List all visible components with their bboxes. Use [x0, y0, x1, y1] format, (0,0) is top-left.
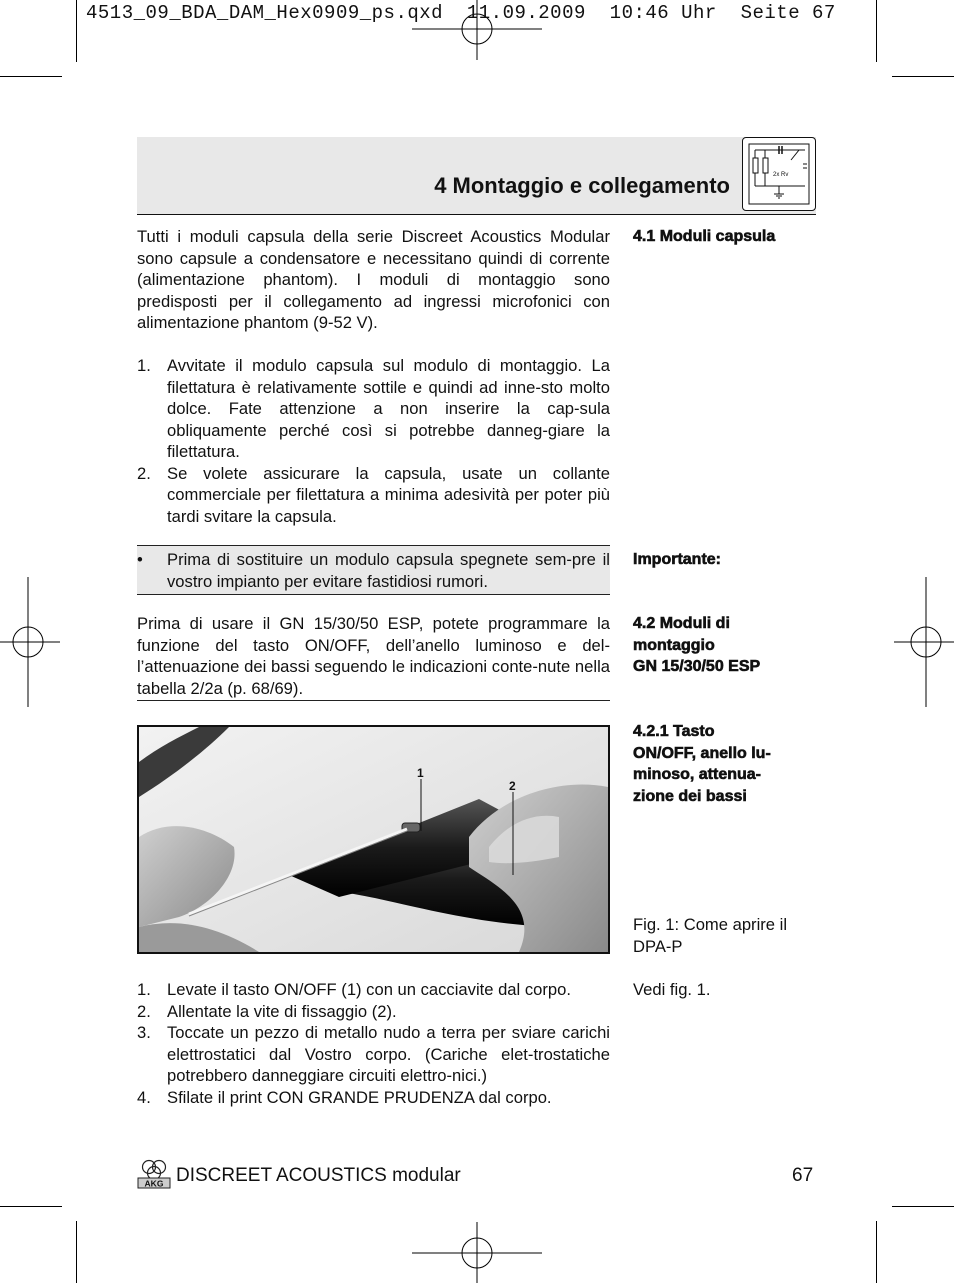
heading-4-1: 4.1 Moduli capsula [633, 228, 776, 245]
file-slug: 4513_09_BDA_DAM_Hex0909_ps.qxd 11.09.2009 10:46 Uhr Seite 67 [86, 2, 836, 24]
crop-mark [76, 0, 77, 62]
gn-paragraph [137, 613, 610, 699]
figure-caption [633, 914, 823, 957]
list-item [137, 549, 610, 592]
figure-1-photo [137, 725, 610, 954]
crop-mark [892, 1206, 954, 1207]
heading-4-2-1 [633, 721, 823, 807]
list-text: Sfilate il print CON GRANDE PRUDENZA dal corpo. [167, 1087, 552, 1107]
heading-line: 4.2.1 Tasto [633, 723, 715, 740]
intro-text: Tutti i moduli capsula della serie Discreet Acoustics Modular sono capsule a condensatore e necessitano quindi di corrente (alimentazione phantom). I moduli di montaggio sono predisposti per il collegamento ad ingressi microfonici con alimentazione phantom (9-52 V). [137, 227, 610, 332]
list-number: 2. [137, 463, 151, 483]
list-text: Avvitate il modulo capsula sul modulo di montaggio. La filettatura è relativamente sottile e quindi ad inne-sto molto dolce. Fate attenzione a non inserire la cap-sula obliquamente perché così si potrebbe danneg-giare la filettatura. [167, 356, 610, 461]
list-item [137, 1022, 610, 1087]
list-item [137, 1001, 610, 1023]
crop-mark [892, 76, 954, 77]
gn-text: Prima di usare il GN 15/30/50 ESP, potete programmare la funzione del tasto ON/OFF, dell’anello luminoso e del-l’attenuazione dei bassi seguendo le indicazioni conte-nute nella tabella 2/2a (p. 68/69). [137, 614, 610, 698]
crop-mark [0, 1206, 62, 1207]
list-item [137, 355, 610, 463]
list-text: Toccate un pezzo di metallo nudo a terra per sviare carichi elettrostatici dal Vostro corpo. (Cariche elet-trostatiche potrebbero danneggiare circuiti elettro-nici.) [167, 1023, 610, 1085]
icon-label: 2x Rv [773, 172, 789, 178]
intro-paragraph [137, 226, 610, 334]
section-header [137, 137, 816, 215]
list-number: 2. [137, 1001, 151, 1021]
list-text: Se volete assicurare la capsula, usate un collante commerciale per filettatura a minima adesività per poter più tardi svitare la capsula. [167, 463, 610, 526]
heading-line: montaggio [633, 636, 715, 654]
section-title: 4 Montaggio e collegamento [434, 173, 730, 198]
list-number: 4. [137, 1087, 151, 1107]
crop-mark [0, 76, 62, 77]
registration-mark-left [0, 577, 60, 707]
list-number: 1. [137, 980, 151, 999]
registration-mark-right [894, 577, 954, 707]
see-figure-note: Vedi fig. 1. [633, 980, 711, 999]
list-text: Levate il tasto ON/OFF (1) con un cacciavite dal corpo. [167, 980, 571, 999]
footer-brand: DISCREET ACOUSTICS modular [176, 1165, 461, 1186]
heading-line: zione dei bassi [633, 787, 747, 805]
heading-line: ON/OFF, anello lu- [633, 744, 771, 762]
crop-mark [876, 1221, 877, 1283]
logo-text: AKG [144, 1178, 164, 1189]
caption-line: DPA-P [633, 936, 683, 956]
akg-logo [136, 1156, 172, 1190]
bullet: • [137, 550, 143, 569]
heading-line: minoso, attenua- [633, 766, 762, 783]
callout-1-label: 1 [417, 766, 424, 780]
caption-line: Fig. 1: Come aprire il [633, 915, 788, 934]
list-item [137, 979, 610, 1001]
important-note-box [137, 545, 610, 595]
list-number: 1. [137, 356, 151, 375]
list-item [137, 463, 610, 528]
crop-mark [76, 1221, 77, 1283]
list-number: 3. [137, 1023, 151, 1042]
callout-2-label: 2 [509, 779, 516, 793]
note-text: Prima di sostituire un modulo capsula spegnete sem-pre il vostro impianto per evitare fastidiosi rumori. [167, 550, 610, 591]
list-item [137, 1087, 610, 1109]
registration-mark-bottom [412, 1222, 542, 1283]
circuit-diagram-icon [742, 137, 816, 211]
crop-mark [876, 0, 877, 62]
page-number: 67 [792, 1165, 814, 1186]
divider [137, 700, 610, 701]
heading-line: GN 15/30/50 ESP [633, 658, 761, 675]
heading-importante: Importante: [633, 551, 721, 568]
heading-4-2 [633, 613, 823, 678]
steps-list-1 [137, 355, 610, 527]
steps-list-2 [137, 979, 610, 1108]
list-text: Allentate la vite di fissaggio (2). [167, 1001, 397, 1021]
heading-line: 4.2 Moduli di [633, 615, 730, 632]
